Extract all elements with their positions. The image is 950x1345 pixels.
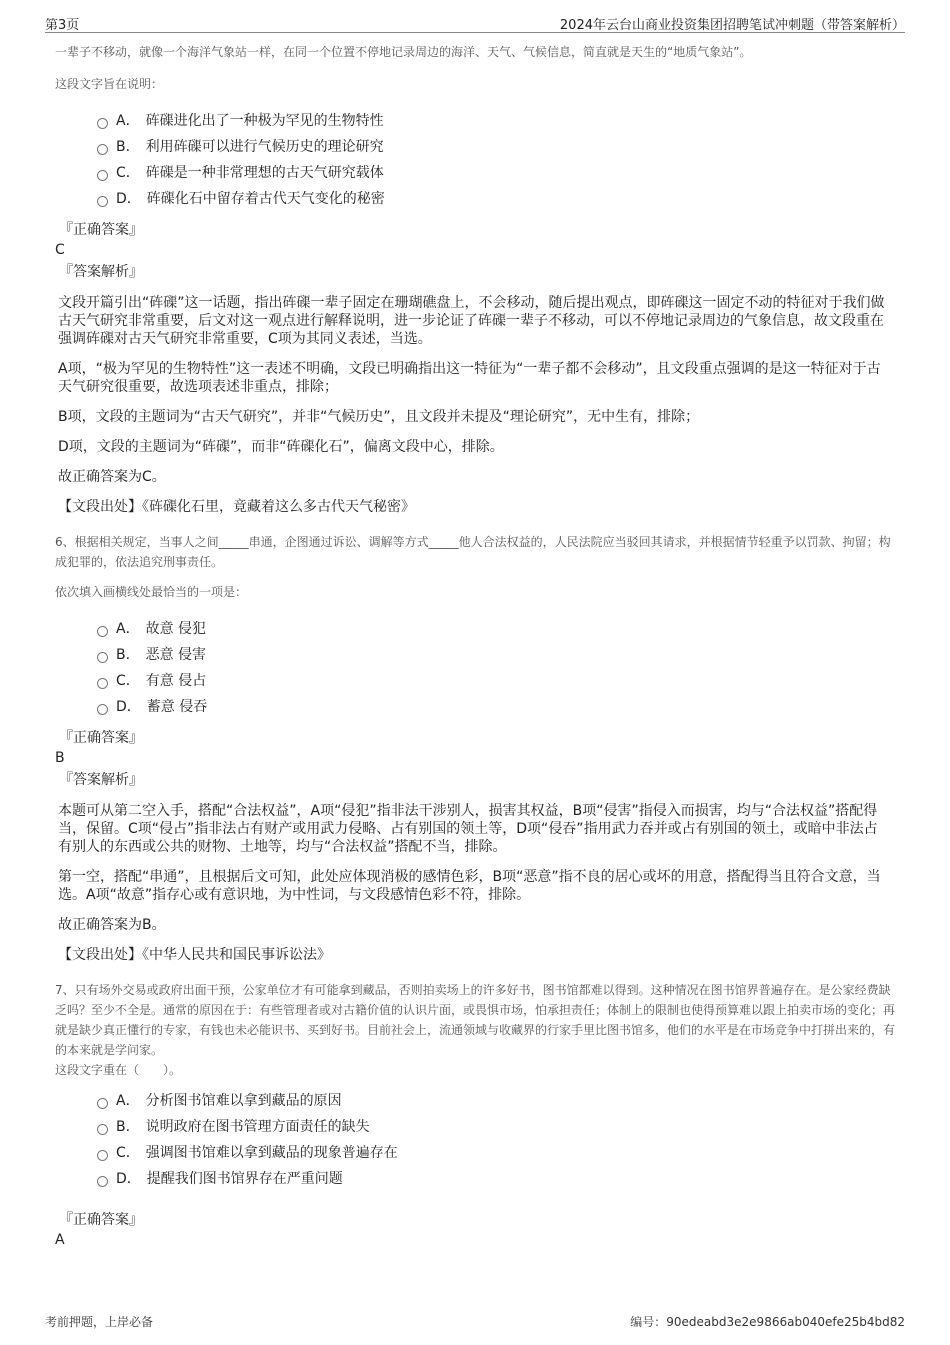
question-5-options	[55, 108, 895, 212]
radio-button-icon[interactable]	[97, 1176, 108, 1187]
correct-answer: B	[55, 750, 65, 766]
option-d[interactable]: D． 提醒我们图书馆界存在严重问题	[97, 1166, 895, 1192]
analysis-paragraph: 本题可从第二空入手，搭配“合法权益”，A项“侵犯”指非法干涉别人，损害其权益，B项“侵害”指侵入而损害，均与“合法权益”搭配得当，保留。C项“侵占”指非法占有财产或用武力侵略、占有别国的领土等，D项“侵吞”指用武力吞并或占有别国的领土，或暗中非法占有别人的东西或公共的财物、土地等，均与“合法权益”搭配不当，排除。	[58, 803, 878, 855]
option-b[interactable]: B． 利用砗磲可以进行气候历史的理论研究	[97, 134, 895, 160]
analysis-label: 『答案解析』	[59, 772, 143, 788]
radio-button-icon[interactable]	[97, 196, 108, 207]
document-title: 2024年云台山商业投资集团招聘笔试冲刺题（带答案解析）	[559, 18, 905, 33]
answer-analysis	[55, 294, 890, 516]
option-c[interactable]: C． 有意 侵占	[97, 668, 895, 694]
option-d[interactable]: D． 砗磲化石中留存着古代天气变化的秘密	[97, 186, 895, 212]
question-7-text: 7、只有场外交易或政府出面干预，公家单位才有可能拿到藏品，否则拍卖场上的许多好书，图书馆都难以得到。这种情况在图书馆界普遍存在。是公家经费缺乏吗？至少不全是。通常的原因在于：有些管理者或对古籍价值的认识片面，或畏惧市场，怕承担责任；体制上的限制也使得预算难以跟上拍卖市场的变化；再就是缺少真正懂行的专家，有钱也未必能识书、买到好书。目前社会上，流通领域与收藏界的行家手里比图书馆多，他们的水平是在市场竞争中打拼出来的，有的本来就是学问家。	[55, 983, 896, 1057]
radio-button-icon[interactable]	[97, 1098, 108, 1109]
page-content	[55, 42, 895, 1250]
question-6	[55, 532, 895, 964]
radio-button-icon[interactable]	[97, 1150, 108, 1161]
analysis-paragraph: 第一空，搭配“串通”，且根据后文可知，此处应体现消极的感情色彩，B项“恶意”指不良的居心或坏的用意，搭配得当且符合文意，当选。A项“故意”指存心或有意识地，为中性词，与文段感情色彩不符，排除。	[58, 869, 881, 903]
option-d[interactable]: D． 蓄意 侵吞	[97, 694, 895, 720]
radio-button-icon[interactable]	[97, 118, 108, 129]
option-b[interactable]: B． 恶意 侵害	[97, 642, 895, 668]
analysis-conclusion: 故正确答案为C。	[58, 469, 166, 485]
document-code: 编号：90edeabd3e2e9866ab040efe25b4bd82	[630, 1315, 905, 1329]
correct-answer: A	[55, 1232, 65, 1248]
question-7	[55, 980, 895, 1250]
answer-analysis	[55, 802, 890, 964]
correct-answer-label: 『正确答案』	[59, 730, 143, 746]
question-5	[55, 42, 895, 516]
text-source: 【文段出处】《中华人民共和国民事诉讼法》	[58, 947, 331, 963]
option-c[interactable]: C． 砗磲是一种非常理想的古天气研究载体	[97, 160, 895, 186]
page-header	[45, 12, 905, 33]
radio-button-icon[interactable]	[97, 1124, 108, 1135]
option-a[interactable]: A． 故意 侵犯	[97, 616, 895, 642]
question-6-prompt: 依次填入画横线处最恰当的一项是：	[55, 585, 248, 599]
analysis-paragraph: D项，文段的主题词为“砗磲”，而非“砗磲化石”，偏离文段中心，排除。	[58, 439, 504, 455]
analysis-paragraph: B项，文段的主题词为“古天气研究”，并非“气候历史”，且文段并未提及“理论研究”，无中生有，排除；	[58, 409, 700, 425]
radio-button-icon[interactable]	[97, 144, 108, 155]
option-b[interactable]: B． 说明政府在图书管理方面责任的缺失	[97, 1114, 895, 1140]
analysis-paragraph: 文段开篇引出“砗磲”这一话题，指出砗磲一辈子固定在珊瑚礁盘上，不会移动，随后提出观点，即砗磲这一固定不动的特征对于我们做古天气研究非常重要，后文对这一观点进行解释说明，进一步论证了砗磲一辈子不移动，可以不停地记录周边的气象信息，故文段重在强调砗磲对古天气研究非常重要，C项为其同义表述，当选。	[58, 295, 885, 347]
analysis-paragraph: A项，“极为罕见的生物特性”这一表述不明确，文段已明确指出这一特征为“一辈子都不会移动”，且文段重点强调的是这一特征对于古天气研究很重要，故选项表述非重点，排除；	[58, 361, 881, 395]
question-7-options	[55, 1088, 895, 1192]
question-6-options	[55, 616, 895, 720]
question-5-prompt: 这段文字旨在说明：	[55, 77, 164, 91]
page-footer	[45, 1313, 905, 1333]
option-a[interactable]: A． 分析图书馆难以拿到藏品的原因	[97, 1088, 895, 1114]
radio-button-icon[interactable]	[97, 652, 108, 663]
correct-answer-label: 『正确答案』	[59, 222, 143, 238]
correct-answer: C	[55, 242, 65, 258]
correct-answer-label: 『正确答案』	[59, 1212, 143, 1228]
page-number: 第3页	[45, 18, 80, 33]
analysis-label: 『答案解析』	[59, 264, 143, 280]
radio-button-icon[interactable]	[97, 170, 108, 181]
question-6-text: 6、根据相关规定，当事人之间_____串通，企图通过诉讼、调解等方式_____他人合法权益的，人民法院应当驳回其请求，并根据情节轻重予以罚款、拘留；构成犯罪的，依法追究刑事责任。	[55, 535, 891, 569]
option-c[interactable]: C． 强调图书馆难以拿到藏品的现象普遍存在	[97, 1140, 895, 1166]
radio-button-icon[interactable]	[97, 704, 108, 715]
question-5-text: 一辈子不移动，就像一个海洋气象站一样，在同一个位置不停地记录周边的海洋、天气、气候信息，简直就是天生的“地质气象站”。	[55, 45, 752, 59]
question-7-prompt: 这段文字重在（ ）。	[55, 1063, 182, 1077]
footer-motto: 考前押题，上岸必备	[45, 1315, 154, 1329]
text-source: 【文段出处】《砗磲化石里，竟藏着这么多古代天气秘密》	[58, 499, 415, 515]
analysis-conclusion: 故正确答案为B。	[58, 917, 166, 933]
option-a[interactable]: A． 砗磲进化出了一种极为罕见的生物特性	[97, 108, 895, 134]
radio-button-icon[interactable]	[97, 678, 108, 689]
radio-button-icon[interactable]	[97, 626, 108, 637]
